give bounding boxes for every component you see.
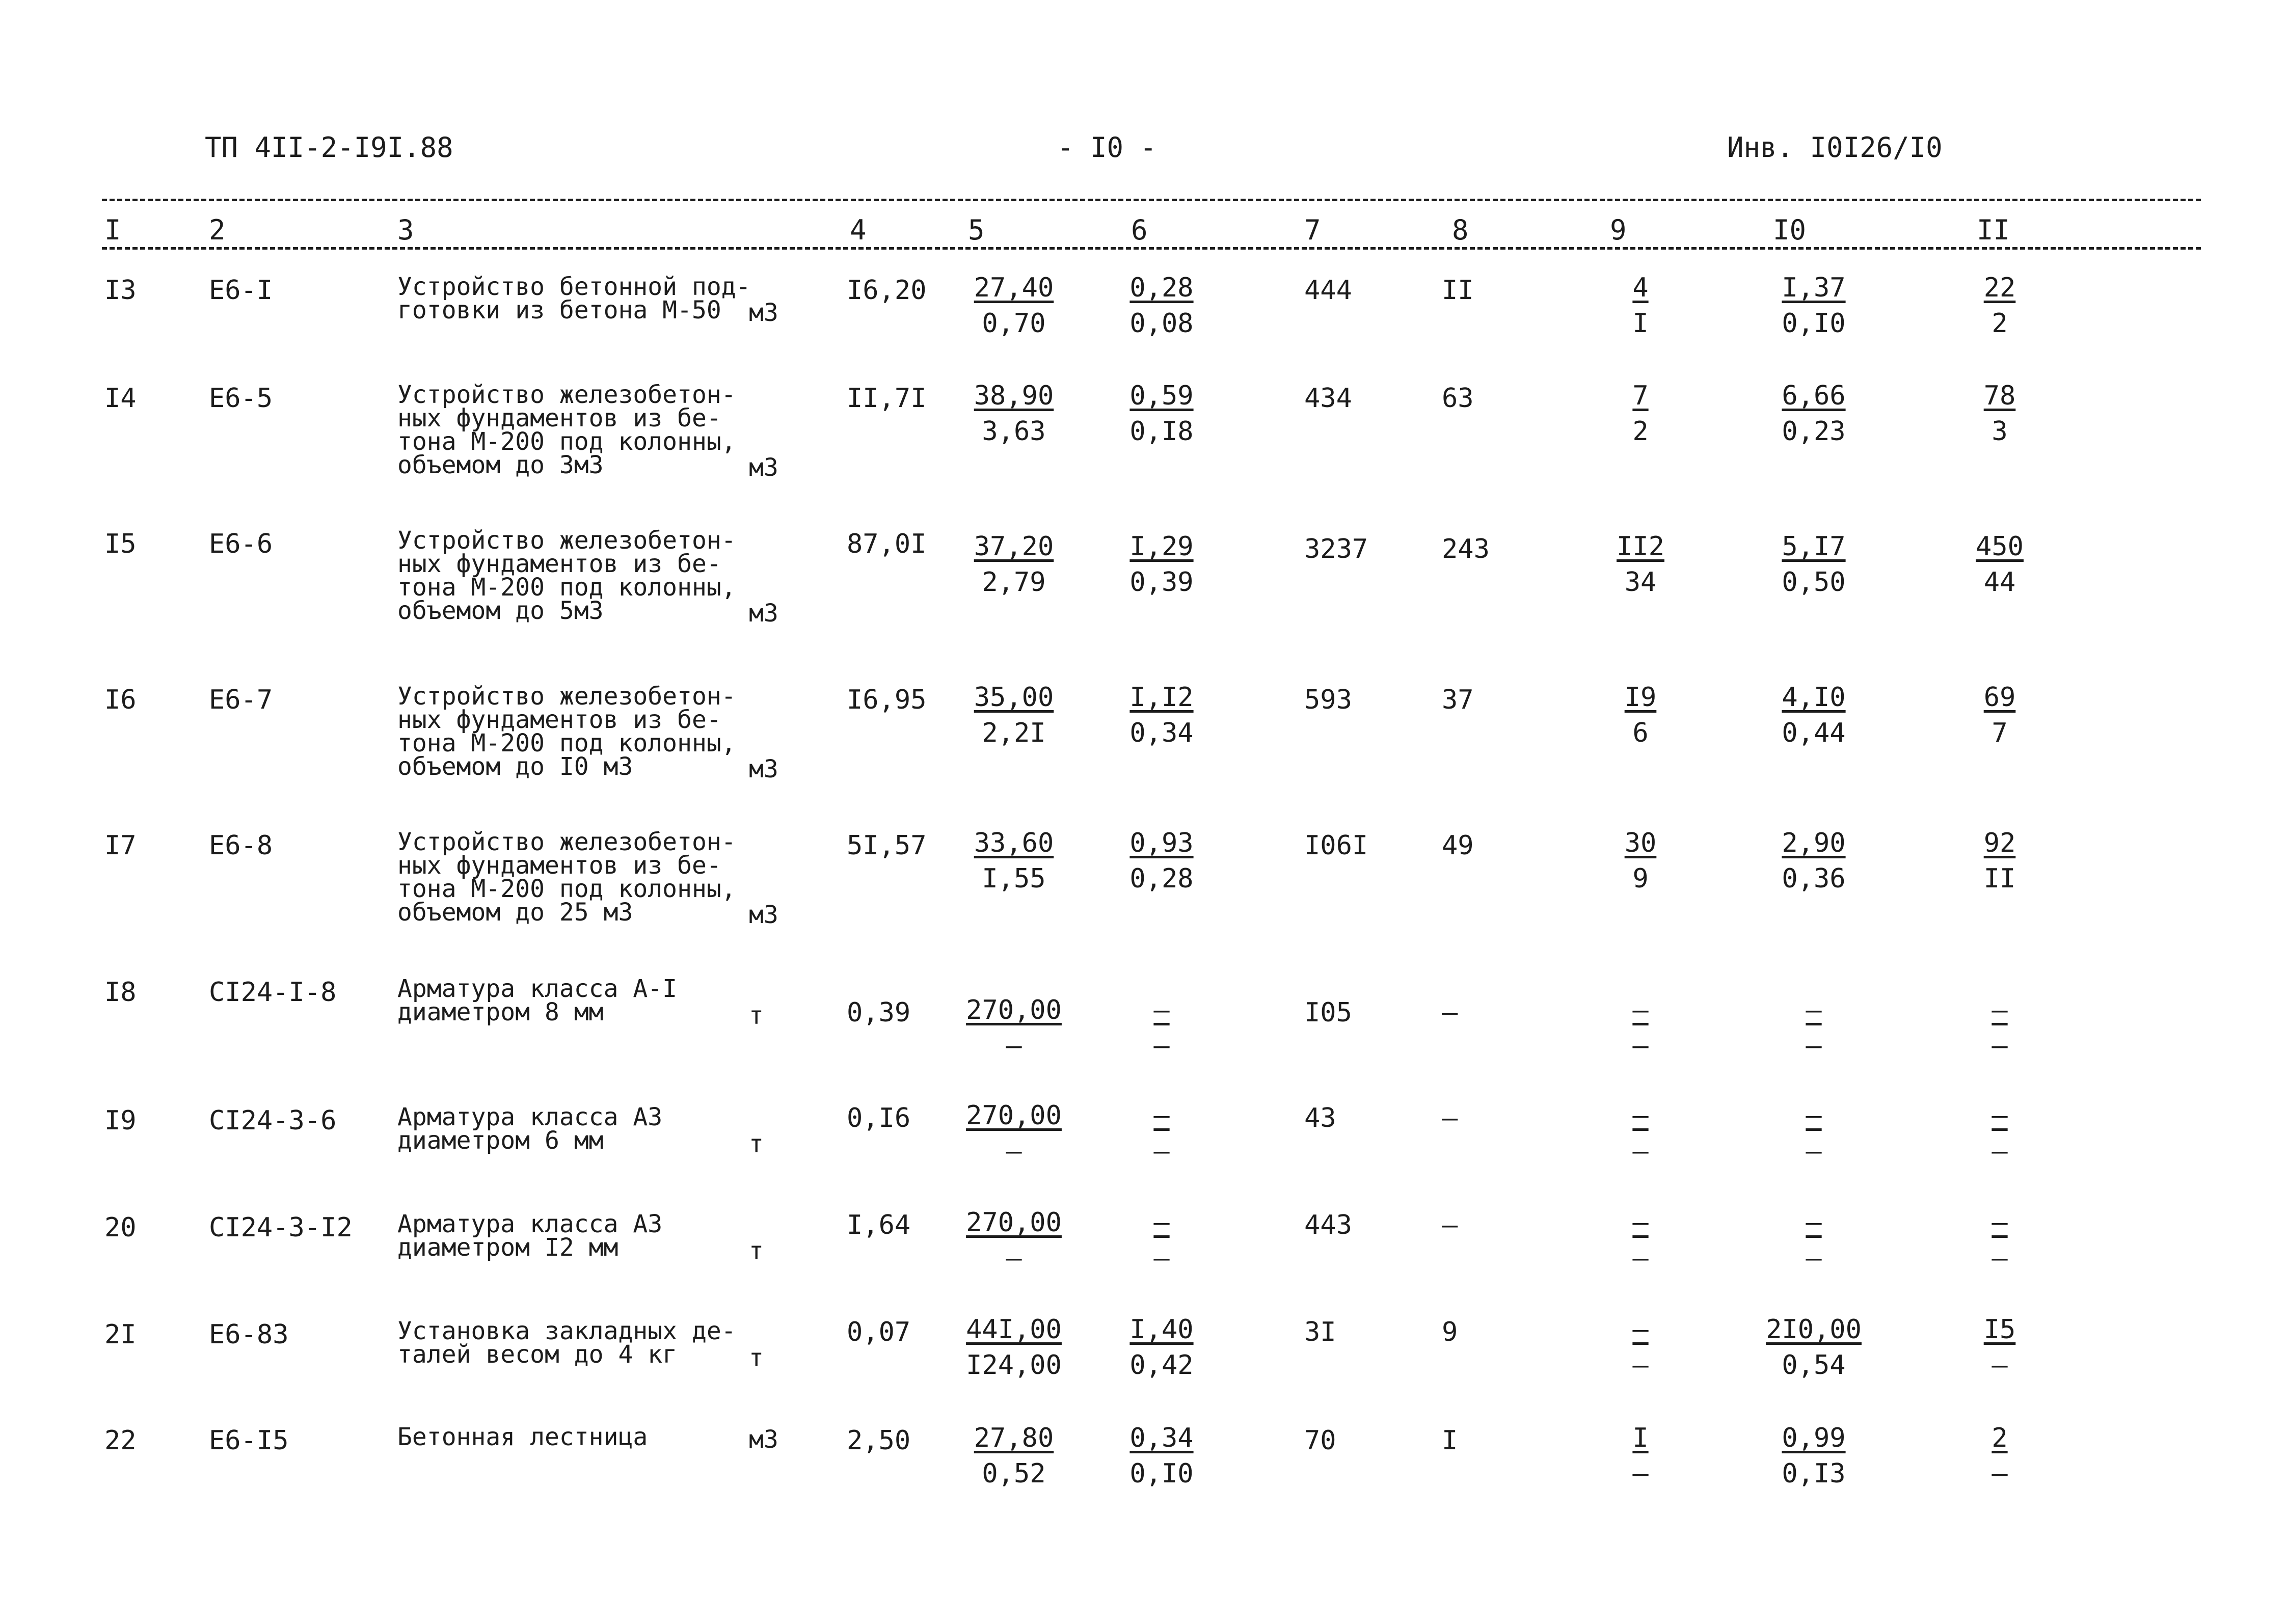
value-col10 (1763, 992, 1865, 1064)
fraction-numerator: 4 (1632, 273, 1649, 303)
unit: т (749, 1237, 764, 1265)
fraction-denominator: 34 (1624, 567, 1657, 598)
column-number: I0 (1773, 214, 1807, 246)
fraction-numerator: I,37 (1782, 273, 1846, 303)
description-line: ных фундаментов из бе- (397, 404, 721, 432)
document-code: ТП 4II-2-I9I.88 (205, 131, 453, 164)
fraction-numerator: I,29 (1129, 531, 1194, 562)
total-col7: 43 (1304, 1103, 1336, 1133)
unit: м3 (749, 755, 778, 783)
column-number: 4 (850, 214, 867, 246)
fraction-numerator: I5 (1983, 1314, 2016, 1345)
work-description (397, 828, 749, 927)
quantity: II,7I (847, 383, 927, 414)
value-col9 (1610, 825, 1671, 897)
fraction-numerator: 0,59 (1129, 381, 1194, 411)
value-col10 (1763, 1312, 1865, 1383)
value-col10 (1763, 1420, 1865, 1492)
value-col11 (1972, 1312, 2028, 1383)
fraction-numerator: 0,34 (1129, 1423, 1194, 1453)
description-line: тона М-200 под колонны, (397, 875, 736, 903)
value-col11 (1972, 529, 2028, 600)
fraction-denominator: 0,I0 (1782, 308, 1846, 339)
rate-code: Е6-I5 (209, 1425, 289, 1456)
fraction-numerator: – (1992, 995, 2008, 1025)
value-col11 (1972, 1205, 2028, 1276)
description-line: тона М-200 под колонны, (397, 573, 736, 602)
value-col11 (1972, 1420, 2028, 1492)
fraction-numerator: – (1153, 1207, 1170, 1238)
row-number: I8 (104, 977, 137, 1008)
total-col8: 63 (1442, 383, 1474, 414)
total-col7: I05 (1304, 997, 1352, 1028)
column-number: 5 (968, 214, 985, 246)
fraction-denominator: – (1632, 1136, 1649, 1167)
column-number: 6 (1131, 214, 1148, 246)
fraction-numerator: 33,60 (974, 828, 1054, 858)
fraction-numerator: 0,28 (1129, 273, 1194, 303)
row-number: 22 (104, 1425, 137, 1456)
fraction-numerator: 2I0,00 (1766, 1314, 1862, 1345)
fraction-numerator: – (1992, 1207, 2008, 1238)
fraction-denominator: 44 (1983, 567, 2016, 598)
row-number: I4 (104, 383, 137, 414)
unit-cost-col6 (1126, 992, 1197, 1064)
description-line: талей весом до 4 кг (397, 1340, 678, 1369)
fraction-denominator: – (1153, 1031, 1170, 1061)
row-number: I3 (104, 275, 137, 306)
fraction-numerator: 4,I0 (1782, 682, 1846, 713)
unit-cost-col6 (1126, 1420, 1197, 1492)
fraction-denominator: – (1806, 1031, 1822, 1061)
fraction-denominator: 7 (1992, 718, 2008, 748)
fraction-numerator: II2 (1617, 531, 1664, 562)
value-col10 (1763, 680, 1865, 751)
row-number: I9 (104, 1105, 137, 1136)
fraction-numerator: 27,80 (974, 1423, 1054, 1453)
value-col9 (1610, 992, 1671, 1064)
description-line: Арматура класса А3 (397, 1210, 663, 1238)
fraction-denominator: – (1006, 1243, 1022, 1274)
row-number: I7 (104, 830, 137, 861)
fraction-numerator: 0,93 (1129, 828, 1194, 858)
value-col11 (1972, 270, 2028, 341)
fraction-denominator: I24,00 (966, 1350, 1062, 1381)
total-col7: 593 (1304, 685, 1352, 715)
fraction-denominator: I (1632, 308, 1649, 339)
fraction-numerator: – (1153, 1100, 1170, 1131)
fraction-numerator: – (1632, 1100, 1649, 1131)
fraction-denominator: – (1632, 1243, 1649, 1274)
fraction-numerator: – (1632, 1314, 1649, 1345)
work-description (397, 1103, 749, 1155)
description-line: ных фундаментов из бе- (397, 851, 721, 880)
work-description (397, 682, 749, 781)
fraction-numerator: 78 (1983, 381, 2016, 411)
fraction-numerator: – (1632, 1207, 1649, 1238)
description-line: тона М-200 под колонны, (397, 729, 736, 757)
value-col9 (1610, 1420, 1671, 1492)
rate-code: Е6-6 (209, 529, 273, 559)
unit: м3 (749, 299, 778, 327)
quantity: 87,0I (847, 529, 927, 559)
description-line: Арматура класса А3 (397, 1103, 663, 1131)
unit-cost-col5 (963, 1205, 1065, 1276)
fraction-denominator: 0,44 (1782, 718, 1846, 748)
value-col11 (1972, 825, 2028, 897)
column-number-row (0, 214, 2287, 250)
quantity: 0,07 (847, 1317, 911, 1347)
fraction-denominator: 0,50 (1782, 567, 1846, 598)
total-col7: 3I (1304, 1317, 1336, 1347)
fraction-numerator: I,40 (1129, 1314, 1194, 1345)
value-col9 (1610, 680, 1671, 751)
unit-cost-col5 (963, 1312, 1065, 1383)
page-header (0, 131, 2287, 172)
fraction-numerator: I9 (1624, 682, 1657, 713)
fraction-denominator: – (1992, 1136, 2008, 1167)
description-line: Устройство железобетон- (397, 828, 736, 856)
value-col9 (1610, 270, 1671, 341)
rate-code: Е6-I (209, 275, 273, 306)
fraction-denominator: 3,63 (982, 416, 1046, 447)
quantity: 5I,57 (847, 830, 927, 861)
description-line: Арматура класса А-I (397, 975, 678, 1003)
unit-cost-col6 (1126, 825, 1197, 897)
fraction-denominator: 0,54 (1782, 1350, 1846, 1381)
total-col8: – (1442, 997, 1458, 1028)
quantity: I6,95 (847, 685, 927, 715)
value-col11 (1972, 1098, 2028, 1169)
rate-code: Е6-83 (209, 1319, 289, 1350)
description-line: диаметром 8 мм (397, 998, 604, 1026)
row-number: I6 (104, 685, 137, 715)
fraction-numerator: 450 (1976, 531, 2024, 562)
total-col7: 443 (1304, 1210, 1352, 1240)
rate-code: Е6-5 (209, 383, 273, 414)
description-line: диаметром I2 мм (397, 1233, 618, 1262)
description-line: объемом до 25 м3 (397, 898, 633, 927)
column-number: 8 (1452, 214, 1469, 246)
work-description (397, 275, 749, 322)
fraction-numerator: 270,00 (966, 1207, 1062, 1238)
fraction-numerator: – (1632, 995, 1649, 1025)
fraction-denominator: 2 (1992, 308, 2008, 339)
value-col11 (1972, 378, 2028, 449)
fraction-denominator: II (1983, 863, 2016, 894)
value-col9 (1610, 378, 1671, 449)
description-line: готовки из бетона М-50 (397, 296, 721, 324)
column-number: II (1977, 214, 2010, 246)
work-description (397, 526, 749, 625)
description-line: диаметром 6 мм (397, 1126, 604, 1155)
fraction-denominator: 6 (1632, 718, 1649, 748)
quantity: I6,20 (847, 275, 927, 306)
unit-cost-col5 (963, 529, 1065, 600)
fraction-denominator: 3 (1992, 416, 2008, 447)
rate-code: СI24-3-6 (209, 1105, 337, 1136)
fraction-denominator: – (1006, 1031, 1022, 1061)
fraction-denominator: 0,28 (1129, 863, 1194, 894)
fraction-denominator: – (1153, 1243, 1170, 1274)
fraction-denominator: 9 (1632, 863, 1649, 894)
unit-cost-col5 (963, 270, 1065, 341)
fraction-numerator: – (1992, 1100, 2008, 1131)
unit-cost-col6 (1126, 270, 1197, 341)
total-col7: I06I (1304, 830, 1368, 861)
fraction-denominator: – (1006, 1136, 1022, 1167)
fraction-denominator: 0,36 (1782, 863, 1846, 894)
fraction-denominator: 0,42 (1129, 1350, 1194, 1381)
fraction-numerator: – (1153, 995, 1170, 1025)
fraction-denominator: – (1153, 1136, 1170, 1167)
unit-cost-col6 (1126, 1205, 1197, 1276)
top-divider (102, 199, 2201, 201)
description-line: Установка закладных де- (397, 1317, 736, 1345)
fraction-denominator: – (1992, 1458, 2008, 1489)
fraction-denominator: 2 (1632, 416, 1649, 447)
fraction-denominator: – (1806, 1243, 1822, 1274)
description-line: Устройство железобетон- (397, 381, 736, 409)
total-col8: II (1442, 275, 1474, 306)
unit-cost-col5 (963, 1420, 1065, 1492)
fraction-numerator: 22 (1983, 273, 2016, 303)
fraction-denominator: 0,I8 (1129, 416, 1194, 447)
fraction-numerator: 5,I7 (1782, 531, 1846, 562)
description-line: Устройство бетонной под- (397, 273, 751, 301)
fraction-numerator: 35,00 (974, 682, 1054, 713)
quantity: 0,I6 (847, 1103, 911, 1133)
unit-cost-col5 (963, 1098, 1065, 1169)
value-col10 (1763, 378, 1865, 449)
description-line: тона М-200 под колонны, (397, 427, 736, 456)
unit-cost-col5 (963, 992, 1065, 1064)
work-description (397, 383, 749, 477)
column-number: I (104, 214, 121, 246)
fraction-numerator: 270,00 (966, 995, 1062, 1025)
fraction-numerator: 2 (1992, 1423, 2008, 1453)
fraction-numerator: I (1632, 1423, 1649, 1453)
unit: м3 (749, 599, 778, 628)
value-col9 (1610, 1098, 1671, 1169)
description-line: объемом до 5м3 (397, 597, 604, 625)
fraction-numerator: 2,90 (1782, 828, 1846, 858)
fraction-denominator: 0,34 (1129, 718, 1194, 748)
unit-cost-col5 (963, 825, 1065, 897)
description-line: объемом до 3м3 (397, 451, 604, 479)
header-divider (102, 247, 2201, 250)
fraction-numerator: 0,99 (1782, 1423, 1846, 1453)
total-col7: 444 (1304, 275, 1352, 306)
rate-code: СI24-I-8 (209, 977, 337, 1008)
fraction-numerator: – (1806, 995, 1822, 1025)
row-number: 2I (104, 1319, 137, 1350)
unit-cost-col5 (963, 680, 1065, 751)
fraction-denominator: – (1992, 1031, 2008, 1061)
fraction-numerator: 37,20 (974, 531, 1054, 562)
work-description (397, 1317, 749, 1369)
unit-cost-col6 (1126, 529, 1197, 600)
fraction-numerator: 38,90 (974, 381, 1054, 411)
rate-code: Е6-8 (209, 830, 273, 861)
description-line: ных фундаментов из бе- (397, 706, 721, 734)
total-col8: 49 (1442, 830, 1474, 861)
value-col9 (1610, 1312, 1671, 1383)
fraction-numerator: – (1806, 1100, 1822, 1131)
fraction-denominator: – (1806, 1136, 1822, 1167)
unit: м3 (749, 901, 778, 929)
fraction-numerator: 7 (1632, 381, 1649, 411)
description-line: объемом до I0 м3 (397, 752, 633, 781)
quantity: 2,50 (847, 1425, 911, 1456)
inventory-number: Инв. I0I26/I0 (1727, 131, 1943, 164)
value-col10 (1763, 270, 1865, 341)
total-col7: 434 (1304, 383, 1352, 414)
fraction-numerator: 30 (1624, 828, 1657, 858)
fraction-numerator: – (1806, 1207, 1822, 1238)
unit: т (749, 1002, 764, 1030)
total-col8: 37 (1442, 685, 1474, 715)
total-col7: 3237 (1304, 534, 1368, 564)
total-col8: 9 (1442, 1317, 1458, 1347)
unit-cost-col6 (1126, 378, 1197, 449)
fraction-numerator: 27,40 (974, 273, 1054, 303)
fraction-denominator: 0,23 (1782, 416, 1846, 447)
value-col11 (1972, 992, 2028, 1064)
fraction-denominator: 0,52 (982, 1458, 1046, 1489)
total-col8: – (1442, 1103, 1458, 1133)
fraction-numerator: 92 (1983, 828, 2016, 858)
total-col8: – (1442, 1210, 1458, 1240)
unit: м3 (749, 1425, 778, 1454)
fraction-denominator: 0,70 (982, 308, 1046, 339)
rate-code: Е6-7 (209, 685, 273, 715)
description-line: ных фундаментов из бе- (397, 550, 721, 578)
value-col9 (1610, 1205, 1671, 1276)
fraction-denominator: – (1632, 1458, 1649, 1489)
unit-cost-col5 (963, 378, 1065, 449)
fraction-numerator: 270,00 (966, 1100, 1062, 1131)
quantity: I,64 (847, 1210, 911, 1240)
description-line: Устройство железобетон- (397, 682, 736, 711)
unit: м3 (749, 453, 778, 482)
value-col11 (1972, 680, 2028, 751)
fraction-denominator: – (1632, 1350, 1649, 1381)
fraction-denominator: 2,79 (982, 567, 1046, 598)
row-number: I5 (104, 529, 137, 559)
fraction-denominator: 0,I0 (1129, 1458, 1194, 1489)
total-col7: 70 (1304, 1425, 1336, 1456)
work-description (397, 977, 749, 1024)
column-number: 3 (397, 214, 414, 246)
total-col8: 243 (1442, 534, 1490, 564)
rate-code: СI24-3-I2 (209, 1212, 353, 1243)
unit-cost-col6 (1126, 680, 1197, 751)
fraction-numerator: I,I2 (1129, 682, 1194, 713)
fraction-denominator: 0,I3 (1782, 1458, 1846, 1489)
value-col10 (1763, 1205, 1865, 1276)
column-number: 2 (209, 214, 226, 246)
fraction-numerator: 6,66 (1782, 381, 1846, 411)
unit-cost-col6 (1126, 1098, 1197, 1169)
value-col10 (1763, 1098, 1865, 1169)
value-col10 (1763, 529, 1865, 600)
quantity: 0,39 (847, 997, 911, 1028)
fraction-denominator: 2,2I (982, 718, 1046, 748)
page-number: - I0 - (1057, 131, 1157, 164)
fraction-denominator: 0,39 (1129, 567, 1194, 598)
fraction-numerator: 69 (1983, 682, 2016, 713)
column-number: 9 (1610, 214, 1627, 246)
value-col10 (1763, 825, 1865, 897)
description-line: Устройство железобетон- (397, 526, 736, 555)
fraction-denominator: – (1992, 1350, 2008, 1381)
unit-cost-col6 (1126, 1312, 1197, 1383)
unit: т (749, 1130, 764, 1158)
column-number: 7 (1304, 214, 1321, 246)
fraction-numerator: 44I,00 (966, 1314, 1062, 1345)
unit: т (749, 1344, 764, 1372)
description-line: Бетонная лестница (397, 1423, 648, 1451)
work-description (397, 1210, 749, 1262)
total-col8: I (1442, 1425, 1458, 1456)
row-number: 20 (104, 1212, 137, 1243)
fraction-denominator: – (1632, 1031, 1649, 1061)
fraction-denominator: – (1992, 1243, 2008, 1274)
fraction-denominator: 0,08 (1129, 308, 1194, 339)
value-col9 (1610, 529, 1671, 600)
fraction-denominator: I,55 (982, 863, 1046, 894)
work-description (397, 1425, 749, 1449)
